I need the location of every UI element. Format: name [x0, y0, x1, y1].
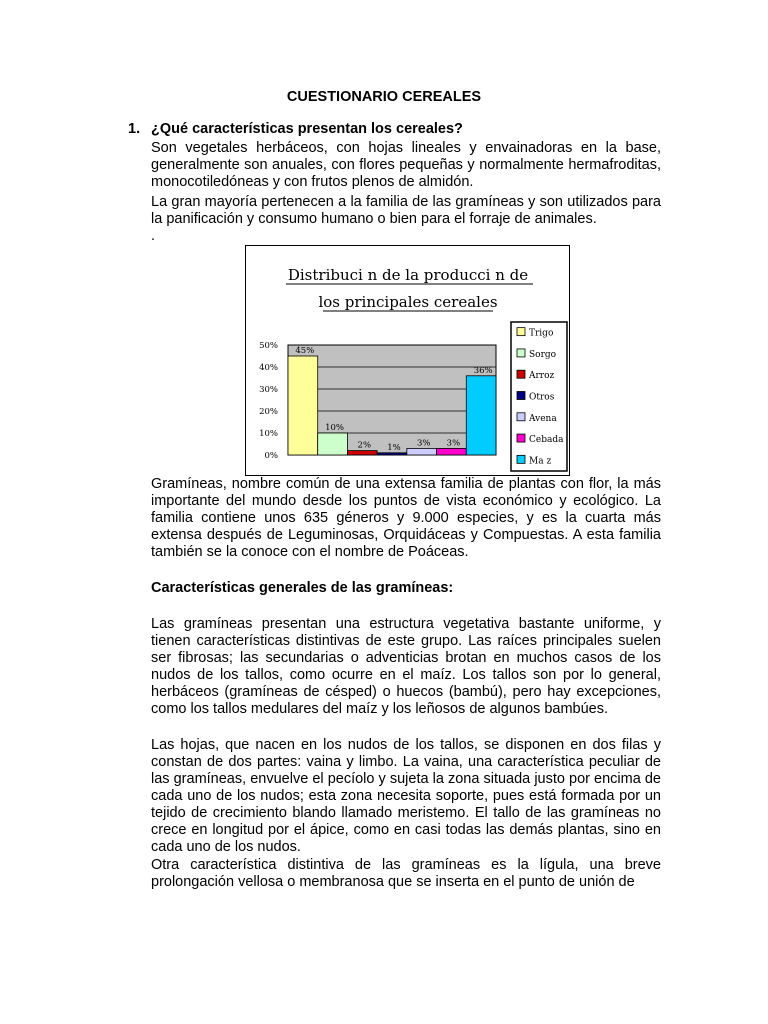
answer-paragraph-2: La gran mayoría pertenecen a la familia de las gramíneas y son utilizados para la panificación y consumo humano o bien para el forraje de animales.: [151, 194, 661, 227]
legend-swatch: [517, 328, 525, 336]
answer-paragraph-1: Son vegetales herbáceos, con hojas lineales y envainadoras en la base, generalmente son anuales, con flores pequeñas y normalmente hermafroditas, monocotiledóneas y con frutos plenos de almidón.: [151, 140, 661, 190]
ligula-paragraph: Otra característica distintiva de las gramíneas es la lígula, una breve prolongación vellosa o membranosa que se inserta en el punto de unión de: [151, 857, 661, 890]
chart-title-line-2: los principales cereales: [318, 293, 498, 311]
bar-ma-z: [466, 376, 496, 455]
data-label: 36%: [473, 365, 493, 376]
question-number: 1.: [128, 121, 141, 137]
legend-label: Otros: [529, 392, 555, 403]
legend-label: Sorgo: [529, 349, 557, 360]
data-label: 2%: [357, 440, 372, 451]
chart-title-line-1: Distribuci n de la producci n de: [287, 266, 529, 284]
legend-label: Arroz: [529, 371, 555, 382]
data-label: 45%: [295, 346, 315, 356]
legend-label: Ma z: [529, 456, 552, 467]
data-label: 1%: [387, 442, 401, 453]
y-tick-label: 30%: [259, 385, 278, 395]
legend-swatch: [517, 413, 525, 421]
cereal-production-chart: [245, 245, 570, 476]
y-tick-label: 50%: [259, 341, 278, 351]
data-label: 3%: [416, 438, 431, 449]
legend-label: Trigo: [529, 328, 554, 339]
section-heading: Características generales de las gramíneas:: [151, 580, 454, 596]
document-title: CUESTIONARIO CEREALES: [286, 89, 482, 105]
data-label: 3%: [446, 438, 461, 449]
question-text: ¿Qué características presentan los cereales?: [151, 121, 463, 137]
bar-sorgo: [318, 433, 348, 455]
y-tick-label: 20%: [259, 407, 278, 417]
legend-swatch: [517, 349, 525, 357]
chart-svg: [246, 246, 571, 477]
data-label: 10%: [325, 423, 345, 433]
y-tick-label: 10%: [259, 429, 278, 439]
legend-swatch: [517, 370, 525, 378]
stray-period: .: [151, 228, 156, 244]
legend-swatch: [517, 455, 525, 463]
gramineas-paragraph: Gramíneas, nombre común de una extensa familia de plantas con flor, la más importante del mundo desde los puntos de vista económico y ecológico. La familia contiene unos 635 géneros y 9.000 especies, y es la cuarta más extensa después de Leguminosas, Orquidáceas y Compuestas. A esta familia también se la conoce con el nombre de Poáceas.: [151, 476, 661, 560]
legend-swatch: [517, 392, 525, 400]
structure-paragraph: Las gramíneas presentan una estructura vegetativa bastante uniforme, y tienen características distintivas de este grupo. Las raíces principales suelen ser fibrosas; las secundarias o adventicias brotan en muchos casos de los nudos de los tallos, como ocurre en el maíz. Los tallos son por lo general, herbáceos (gramíneas de césped) o huecos (bambú), pero hay excepciones, como los tallos medulares del maíz y los leñosos de algunos bambúes.: [151, 616, 661, 717]
bar-arroz: [347, 451, 377, 455]
legend-label: Cebada: [529, 435, 564, 446]
bar-cebada: [437, 448, 467, 455]
y-tick-label: 40%: [259, 363, 278, 373]
legend-swatch: [517, 434, 525, 442]
y-tick-label: 0%: [264, 451, 278, 461]
leaves-paragraph: Las hojas, que nacen en los nudos de los tallos, se disponen en dos filas y constan de dos partes: vaina y limbo. La vaina, una característica peculiar de las gramíneas, envuelve el pecíolo y sujeta la zona situada justo por encima de cada uno de los nudos; esta zona necesita soporte, pues está formada por un tejido de crecimiento blando llamado meristemo. El tallo de las gramíneas no crece en longitud por el ápice, como en casi todas las demás plantas, sino en cada uno de los nudos.: [151, 737, 661, 855]
bar-trigo: [288, 356, 318, 455]
bar-otros: [377, 453, 407, 455]
bar-avena: [407, 448, 437, 455]
legend-label: Avena: [529, 413, 557, 424]
